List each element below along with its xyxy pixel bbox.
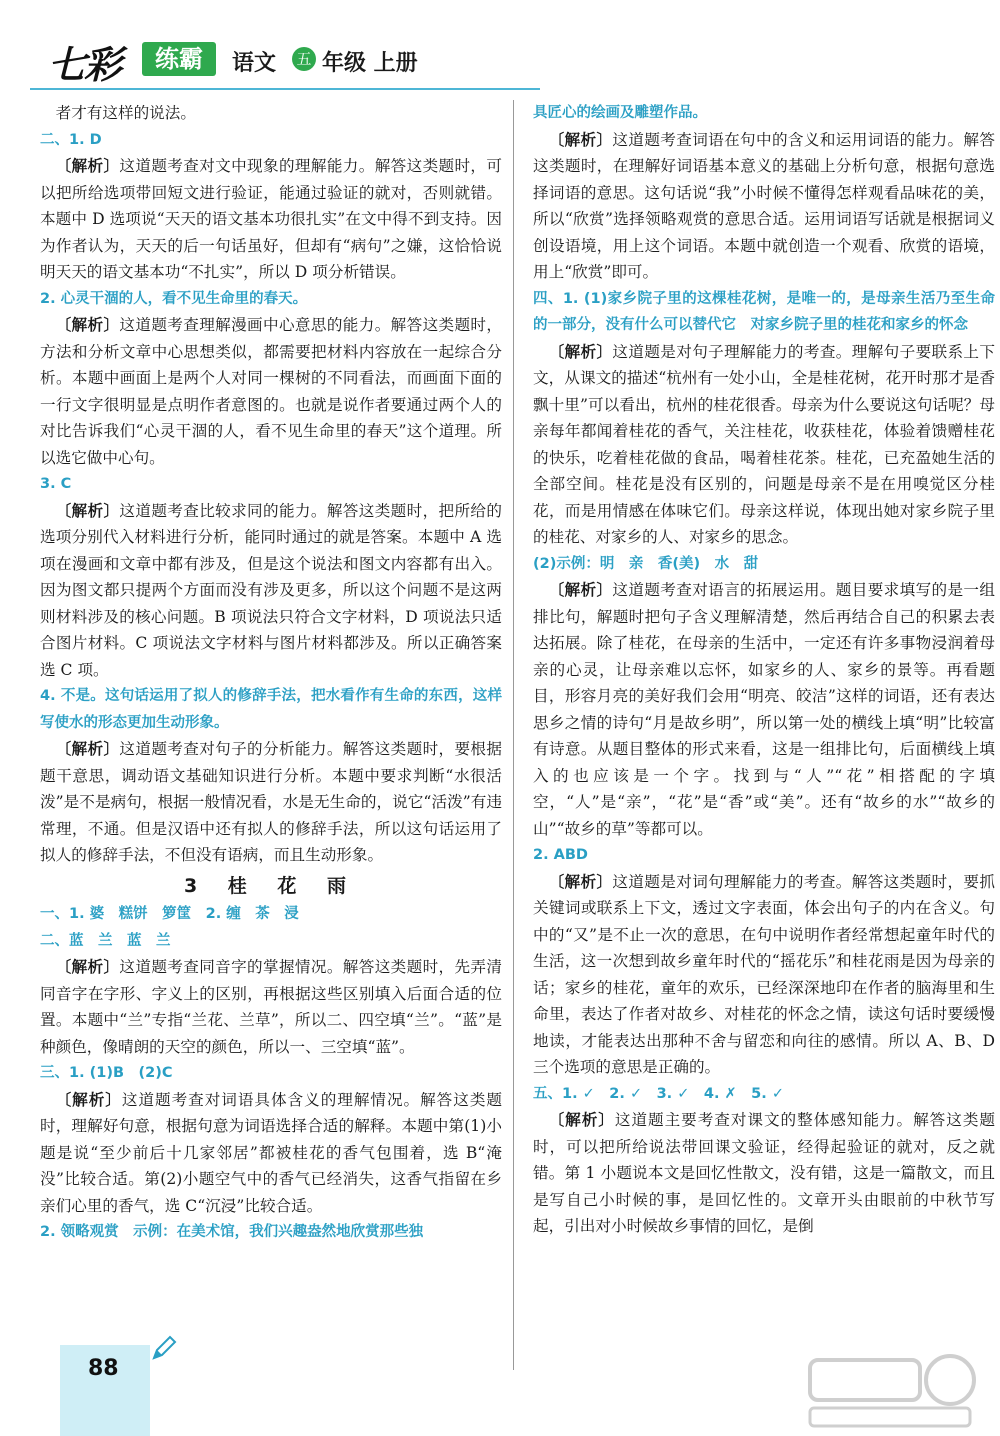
paragraph-text: 具匠心的绘画及雕塑作品。: [533, 105, 707, 121]
page-header: [0, 0, 1000, 100]
analysis-tag: 〔解析〕: [55, 157, 120, 175]
analysis-tag: 〔解析〕: [548, 130, 613, 149]
explanation-paragraph: [40, 498, 502, 684]
analysis-tag: 〔解析〕: [55, 958, 120, 976]
answer-line: [40, 683, 502, 736]
paragraph-text: 五、1. ✓ 2. ✓ 3. ✓ 4. ✗ 5. ✓: [533, 1085, 784, 1102]
paragraph-text: 3 桂 花 雨: [183, 874, 359, 897]
answer-line: [40, 1219, 502, 1246]
answer-line: [40, 1060, 502, 1087]
paragraph-text: 2. 领略观赏 示例：在美术馆，我们兴趣盎然地欣赏那些独: [40, 1224, 424, 1240]
section-title: [40, 873, 502, 900]
paragraph-text: 这道题考查对句子的分析能力。解答这类题时，要根据题干意思，调动语文基础知识进行分析。本题中要求判断“水很活泼”是不是病句，根据一般情况看，水是无生命的，说它“活泼”有违常理，不通。但是汉语中还有拟人的修辞手法，所以这句话运用了拟人的修辞手法，不但没有语病，而且生动形象。: [40, 740, 502, 864]
answer-line: [40, 471, 502, 498]
answer-line: [40, 928, 502, 955]
paragraph-text: 这道题考查同音字的掌握情况。解答这类题时，先弄清同音字在字形、字义上的区别，再根据这些区别填入后面合适的位置。本题中“兰”专指“兰花、兰草”，所以二、四空填“兰”。“蓝”是种颜色，像晴朗的天空的颜色，所以一、三空填“蓝”。: [40, 958, 502, 1056]
page-number: 88: [88, 1356, 119, 1381]
paragraph-text: (2)示例：明 亲 香(美) 水 甜: [533, 555, 759, 572]
analysis-tag: 〔解析〕: [548, 872, 613, 891]
analysis-tag: 〔解析〕: [55, 316, 120, 334]
paragraph-text: 者才有这样的说法。: [55, 104, 196, 122]
explanation-paragraph: [40, 153, 502, 286]
paragraph-text: 四、1. (1)家乡院子里的这棵桂花树，是唯一的，是母亲生活乃至生命的一部分，没有什么可以替代它 对家乡院子里的桂花和家乡的怀念: [533, 290, 995, 333]
explanation-paragraph: [40, 954, 502, 1060]
column-divider: [513, 100, 514, 1370]
explanation-paragraph: [533, 577, 995, 842]
analysis-tag: 〔解析〕: [55, 1090, 122, 1109]
explanation-paragraph: [533, 1107, 995, 1240]
paragraph-text: 4. 不是。这句话运用了拟人的修辞手法，把水看作有生命的东西，这样写使水的形态更加生动形象。: [40, 688, 502, 731]
explanation-paragraph: [533, 127, 995, 286]
paragraph-text: 2. ABD: [533, 847, 588, 863]
right-column: [533, 100, 995, 1240]
left-column: [40, 100, 502, 1246]
paragraph-text: 这道题考查词语在句中的含义和运用词语的能力。解答这类题时，在理解好词语基本意义的基础上分析句意，根据句意选择词语的意思。这句话说“我”小时候不懂得怎样观看品味花的美，所以“欣赏”选择领略观赏的意思合适。运用词语写话就是根据词义创设语境，用上这个词语。本题中就创造一个观看、欣赏的语境，用上“欣赏”即可。: [533, 130, 995, 281]
paragraph-text: 一、1. 婆 糕饼 箩筐 2. 缠 茶 浸: [40, 906, 299, 922]
paragraph-text: 3. C: [40, 476, 72, 492]
paragraph-text: 这道题考查比较求同的能力。解答这类题时，把所给的选项分别代入材料进行分析，能同时通过的就是答案。本题中 A 选项在漫画和文章中都有涉及，但是这个说法和图文内容都有出入。因为图文都只提两个方面而没有涉及更多，所以这个问题不是这两则材料涉及的核心问题。B 项说法只符合文字材料，D 项说法只适合图片材料。C 项说法文字材料与图片材料都涉及。所以正确答案选 C 项。: [40, 501, 502, 679]
explanation-paragraph: [40, 100, 502, 127]
paragraph-text: 三、1. (1)B (2)C: [40, 1065, 173, 1081]
explanation-paragraph: [40, 736, 502, 869]
answer-line: [40, 901, 502, 928]
explanation-paragraph: [40, 312, 502, 471]
answer-line: [533, 842, 995, 869]
brand-logo: 七彩: [48, 42, 121, 87]
answer-line: [533, 100, 995, 127]
grade-label: 年级 上册: [322, 51, 418, 76]
header-rule: [30, 88, 540, 90]
answer-line: [533, 1081, 995, 1108]
paragraph-text: 这道题考查对文中现象的理解能力。解答这类题时，可以把所给选项带回短文进行验证，能通过验证的就对，否则就错。本题中 D 选项说“天天的语文基本功很扎实”在文中得不到支持。因为作者认为，天天的后一句话虽好，但却有“病句”之嫌，这恰恰说明天天的语文基本功“不扎实”，所以 D 项分析错误。: [40, 157, 502, 281]
answer-line: [533, 286, 995, 339]
paragraph-text: 这道题考查对词语具体含义的理解情况。解答这类题时，理解好句意，根据句意为词语选择合适的解释。本题中第(1)小题是说“至少前后十几家邻居”都被桂花的香气包围着，选 B“淹没”比较合适。第(2)小题空气中的香气已经消失，这香气指留在乡亲们心里的香气，选 C“沉浸”比较合适。: [40, 1090, 502, 1215]
watermark-stamp-icon: [800, 1350, 980, 1430]
explanation-paragraph: [533, 339, 995, 551]
subject-label: 语文: [232, 51, 277, 76]
analysis-tag: 〔解析〕: [548, 342, 613, 361]
analysis-tag: 〔解析〕: [548, 581, 613, 599]
paragraph-text: 这道题考查对语言的拓展运用。题目要求填写的是一组排比句，解题时把句子含义理解清楚，然后再结合自己的积累去表达拓展。除了桂花，在母亲的生活中，一定还有许多事物浸润着母亲的心灵，让母亲难以忘怀，如家乡的人、家乡的景等。再看题目，形容月亮的美好我们会用“明亮、皎洁”这样的词语，还有表达思乡之情的诗句“月是故乡明”，所以第一处的横线上填“明”比较富有诗意。从题目整体的形式来看，这是一组排比句，后面横线上填入的也应该是一个字。找到与“人”“花”相搭配的字填空，“人”是“亲”，“花”是“香”或“美”。还有“故乡的水”“故乡的山”“故乡的草”等都可以。: [533, 581, 995, 838]
analysis-tag: 〔解析〕: [55, 740, 120, 758]
paragraph-text: 这道题是对词句理解能力的考查。解答这类题时，要抓关键词或联系上下文，透过文字表面，体会出句子的内在含义。句中的“又”是不止一次的意思，在句中说明作者经常想起童年时代的生活，这一次想到故乡童年时代的“摇花乐”和桂花雨是因为母亲的话；家乡的桂花，童年的欢乐，已经深深地印在作者的脑海里和生命里，表达了作者对故乡、对桂花的怀念之情，读这句话时要缓慢地读，才能表达出那种不舍与留恋和向往的感情。所以 A、B、D 三个选项的意思是正确的。: [533, 872, 995, 1076]
paragraph-text: 这道题考查理解漫画中心意思的能力。解答这类题时，方法和分析文章中心思想类似，都需要把材料内容放在一起综合分析。本题中画面上是两个人对同一棵树的不同看法，而画面下面的一行文字很明显是点明作者意图的。也就是说作者要通过两个人的对比告诉我们“心灵干涸的人，看不见生命里的春天”这个道理。所以选它做中心句。: [40, 316, 502, 467]
answer-line: [533, 551, 995, 578]
analysis-tag: 〔解析〕: [55, 501, 120, 520]
answer-line: [40, 127, 502, 154]
brand-logo-box: 练霸: [142, 42, 216, 76]
explanation-paragraph: [533, 869, 995, 1081]
paragraph-text: 二、1. D: [40, 131, 102, 148]
answer-line: [40, 286, 502, 313]
explanation-paragraph: [40, 1087, 502, 1220]
paragraph-text: 2. 心灵干涸的人，看不见生命里的春天。: [40, 290, 308, 307]
paragraph-text: 这道题是对句子理解能力的考查。理解句子要联系上下文，从课文的描述“杭州有一处小山，全是桂花树，花开时那才是香飘十里”可以看出，杭州的桂花很香。母亲为什么要说这句话呢？母亲每年都闻着桂花的香气，关注桂花，收获桂花，体验着馈赠桂花的快乐，吃着桂花做的食品，喝着桂花茶。桂花，已充盈她生活的全部空间。桂花是没有区别的，问题是母亲不是在用嗅觉区分桂花，而是用情感在体味它们。母亲这样说，体现出她对家乡院子里的桂花、对家乡的人、对家乡的思念。: [533, 342, 995, 546]
analysis-tag: 〔解析〕: [548, 1111, 615, 1129]
paragraph-text: 二、蓝 兰 蓝 兰: [40, 932, 171, 949]
paragraph-text: 这道题主要考查对课文的整体感知能力。解答这类题时，可以把所给说法带回课文验证，经得起验证的就对，反之就错。第 1 小题说本文是回忆性散文，没有错，这是一篇散文，而且是写自己小时候的事，是回忆性的。文章开头由眼前的中秋节写起，引出对小时候故乡事情的回忆，是倒: [533, 1111, 995, 1235]
pencil-icon: [148, 1332, 180, 1364]
grade-number-badge: 五: [292, 47, 316, 71]
